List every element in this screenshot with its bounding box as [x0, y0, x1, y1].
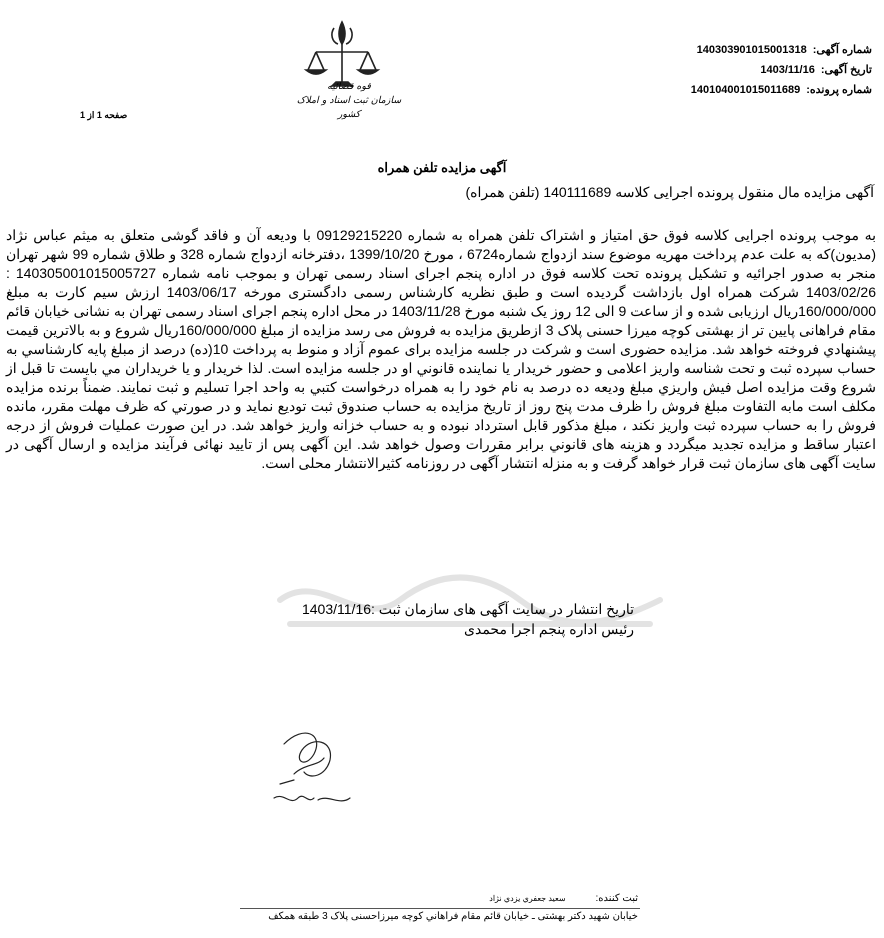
notice-date-row	[572, 60, 872, 80]
notice-number-row	[572, 40, 872, 60]
notice-date-label: تاریخ آگهی:	[820, 64, 872, 76]
notice-number-value: 140303901015001318	[696, 44, 807, 56]
submitter-name: سعید جعفري یزدي نژاد	[489, 894, 566, 903]
footer-divider	[240, 908, 640, 909]
notice-subtitle: آگهی مزایده مال منقول پرونده اجرایی کلاسه 140111689 (تلفن همراه)	[465, 184, 874, 200]
organization-name	[296, 80, 402, 122]
org-name-line2: سازمان ثبت اسناد و املاک کشور	[296, 95, 402, 120]
signature-graphic	[254, 714, 364, 818]
notice-meta	[572, 40, 872, 100]
file-number-label: شماره پرونده:	[806, 84, 872, 96]
signatory: رئیس اداره پنجم اجرا محمدی	[464, 621, 634, 637]
file-number-row	[572, 80, 872, 100]
page-indicator: صفحه 1 از 1	[80, 110, 128, 120]
notice-date-value: 1403/11/16	[760, 64, 815, 76]
publication-date: تاریخ انتشار در سایت آگهی های سازمان ثبت :1403/11/16	[301, 601, 634, 617]
org-name-line1: قوه قضائیه	[327, 81, 371, 92]
footer-address: خیابان شهید دکتر بهشتی ـ خیابان قائم مقام فراهاني کوچه میرزاحسنی پلاک 3 طبقه همکف	[268, 911, 638, 922]
submitter-label: ثبت کننده:	[595, 893, 638, 904]
notice-body: به موجب پرونده اجرایی کلاسه فوق حق امتیاز و اشتراک تلفن همراه به شماره 09129215220 با ودیعه آن و فاقد گوشی متعلق به میثم عباس نژاد (مدیون)که به علت عدم پرداخت مهریه موضوع سند ازدواج شماره6724 ، مورخ 1399/10/20 ،دفترخانه ازدواج شماره 328 و طلاق شماره 99 شهر تهران منجر به صدور اجرائیه و تشکیل پرونده تحت کلاسه فوق در اداره پنجم اجرای اسناد رسمی تهران و بموجب نامه شماره 140305001015005727 : 1403/02/26 شرکت همراه اول بازداشت گردیده است و طبق نظریه کارشناس رسمی دادگستری مورخه 1403/06/17 ارزش سیم کارت به مبلغ 160/000/000ریال ارزیابی شده و از ساعت 9 الی 12 روز یک شنبه مورخ 1403/11/28 در محل اداره پنجم اجرای اسناد رسمی تهران به نشانی خیابان قائم مقام فراهانی پایین تر از بهشتی کوچه میرزا حسنی پلاک 3 ازطریق مزایده به فروش می رسد مزایده از مبلغ 160/000/000ریال شروع و به بالاترین قیمت پیشنهادي فروخته خواهد شد. مزایده حضوری است و شرکت در جلسه مزایده برای عموم آزاد و منوط به پرداخت 10(ده) درصد از مبلغ پایه کارشناسي به حساب سپرده ثبت و تحت شناسه واریز اعلامی و حضور خریدار یا نماینده قانوني او در جلسه مزایده است. لذا خریدار و یا خریداران مي بایست تا قبل از شروع وقت مزایده اصل فیش واریزي مبلغ ودیعه ده درصد به نام خود را به همراه درخواست کتبي به واحد اجرا تسلیم و ثبت نمایند. ضمناً برنده مزایده مکلف است مابه التفاوت مبلغ فروش را ظرف مدت پنج روز از تاریخ مزایده به حساب صندوق ثبت تودیع نماید و در صورتي که ظرف مهلت مقرر، مانده فروش را به حساب سپرده ثبت واریز نکند ، مبلغ مذکور قابل استرداد نبوده و به حساب خزانه واریز خواهد شد. در این صورت عملیات فروش از درجه اعتبار ساقط و مزایده تجدید میگردد و هزینه های قانوني برابر مقررات وصول خواهد شد. این آگهی پس از تایید نهائی فرآیند مزایده و ارسال آگهی در سایت آگهی های سازمان ثبت قرار خواهد گرفت و به منزله انتشار آگهی در روزنامه کثیرالانتشار محلی است.	[6, 227, 877, 471]
file-number-value: 140104001015011689	[690, 84, 801, 96]
notice-number-label: شماره آگهی:	[812, 44, 872, 56]
notice-title: آگهی مزایده تلفن همراه	[377, 160, 507, 175]
footer-submitter	[238, 892, 638, 906]
